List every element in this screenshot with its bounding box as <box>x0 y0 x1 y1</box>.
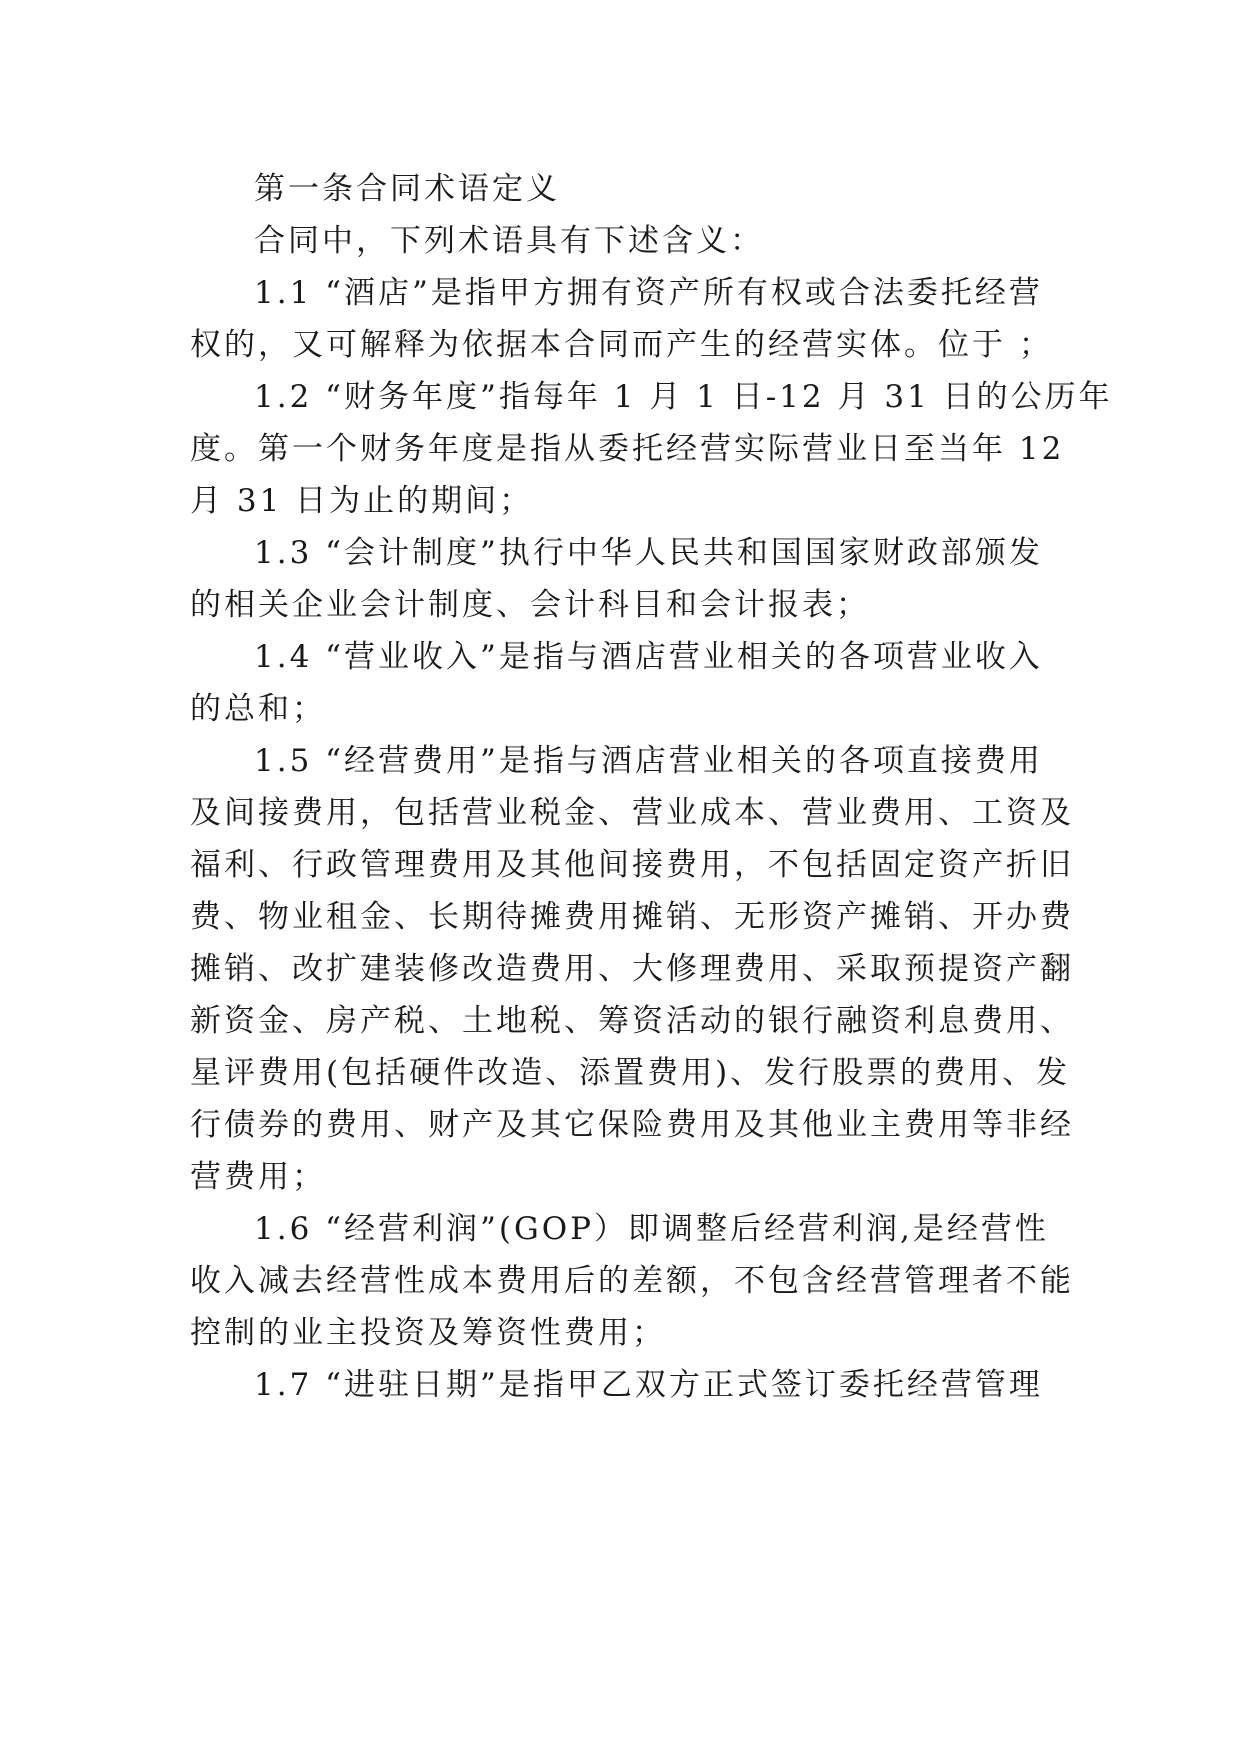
clause-1-1-line-2: 权的，又可解释为依据本合同而产生的经营实体。位于 ； <box>190 327 1053 363</box>
clause-1-5-line-4: 费、物业租金、长期待摊费用摊销、无形资产摊销、开办费 <box>190 899 1074 935</box>
clause-1-5-line-7: 星评费用(包括硬件改造、添置费用)、发行股票的费用、发 <box>190 1055 1071 1091</box>
clause-1-6-line-2: 收入减去经营性成本费用后的差额，不包含经营管理者不能 <box>190 1263 1074 1299</box>
clause-1-5-line-3: 福利、行政管理费用及其他间接费用，不包括固定资产折旧 <box>190 847 1074 883</box>
clause-1-5-line-9: 营费用； <box>190 1159 326 1195</box>
clause-1-6-line-3: 控制的业主投资及筹资性费用； <box>190 1315 666 1351</box>
clause-1-5-line-2: 及间接费用，包括营业税金、营业成本、营业费用、工资及 <box>190 795 1074 831</box>
clause-1-7-line-1: 1.7 “进驻日期”是指甲乙双方正式签订委托经营管理 <box>254 1367 1043 1403</box>
clause-1-2-line-1: 1.2 “财务年度”指每年 1 月 1 日-12 月 31 日的公历年 <box>254 379 1113 415</box>
clause-1-5-line-5: 摊销、改扩建装修改造费用、大修理费用、采取预提资产翻 <box>190 951 1074 987</box>
clause-1-5-line-6: 新资金、房产税、土地税、筹资活动的银行融资利息费用、 <box>190 1003 1074 1039</box>
clause-1-5-line-1: 1.5 “经营费用”是指与酒店营业相关的各项直接费用 <box>254 743 1043 779</box>
clause-1-5-line-8: 行债券的费用、财产及其它保险费用及其他业主费用等非经 <box>190 1107 1074 1143</box>
clause-1-4-line-1: 1.4 “营业收入”是指与酒店营业相关的各项营业收入 <box>254 639 1043 675</box>
clause-1-2-line-2: 度。第一个财务年度是指从委托经营实际营业日至当年 12 <box>190 431 1065 467</box>
intro-paragraph: 合同中，下列术语具有下述含义： <box>254 223 764 259</box>
clause-1-3-line-1: 1.3 “会计制度”执行中华人民共和国国家财政部颁发 <box>254 535 1043 571</box>
clause-1-1-line-1: 1.1 “酒店”是指甲方拥有资产所有权或合法委托经营 <box>254 275 1043 311</box>
clause-1-4-line-2: 的总和； <box>190 691 326 727</box>
clause-1-2-line-3: 月 31 日为止的期间； <box>190 483 534 519</box>
clause-1-6-line-1: 1.6 “经营利润”(GOP）即调整后经营利润,是经营性 <box>254 1211 1049 1247</box>
heading-article-1: 第一条合同术语定义 <box>254 171 560 207</box>
clause-1-3-line-2: 的相关企业会计制度、会计科目和会计报表； <box>190 587 870 623</box>
